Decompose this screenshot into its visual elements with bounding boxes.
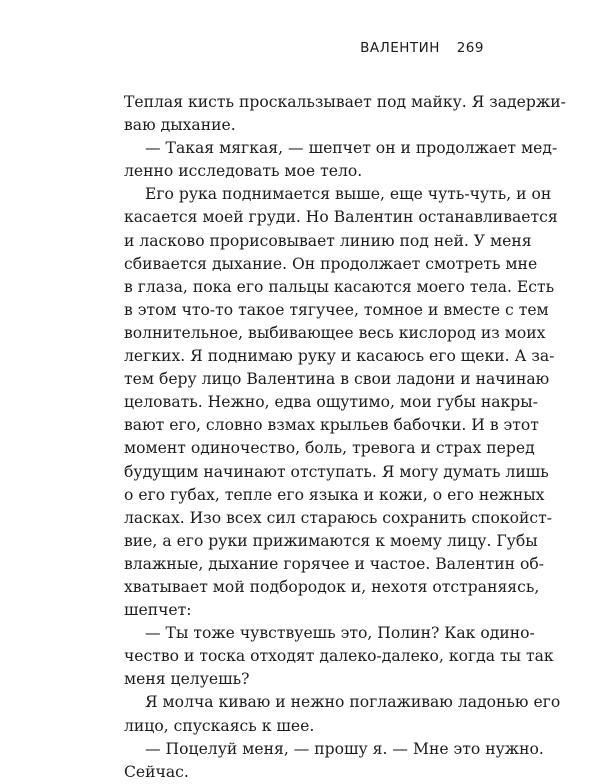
text-line: ваю дыхание. [124, 116, 236, 135]
text-line: целовать. Нежно, едва ощутимо, мои губы накры- [124, 393, 538, 412]
text-line: меня целуешь? [124, 670, 250, 689]
text-line: тем беру лицо Валентина в свои ладони и начинаю [124, 370, 550, 389]
text-line: в этом что-то такое тягучее, томное и вместе с тем [124, 300, 549, 319]
text-line: вие, а его руки прижимаются к моему лицу. Губы [124, 531, 538, 550]
text-line: чество и тоска отходят далеко-далеко, когда ты так [124, 647, 554, 666]
text-line: ленно исследовать мое тело. [124, 162, 363, 181]
text-line: лицо, спускаясь к шее. [124, 716, 315, 735]
text-line: и ласково прорисовывает линию под ней. У меня [124, 231, 532, 250]
text-line: Сейчас. [124, 762, 189, 781]
body-text [124, 91, 566, 784]
text-line: Я молча киваю и нежно поглаживаю ладонью его [145, 693, 561, 712]
text-line: Теплая кисть проскальзывает под майку. Я задержи- [124, 93, 566, 111]
text-line: Его рука поднимается выше, еще чуть-чуть, и он [145, 185, 552, 204]
text-line: легких. Я поднимаю руку и касаюсь его щеки. А за- [124, 347, 555, 366]
text-line: в глаза, пока его пальцы касаются моего тела. Есть [124, 277, 555, 296]
text-line: влажные, дыхание горячее и частое. Валентин об- [124, 554, 544, 573]
text-line: сбивается дыхание. Он продолжает смотреть мне [124, 254, 538, 273]
text-line: будущим начинают отступать. Я могу думать лишь [124, 462, 549, 481]
text-line: — Поцелуй меня, — прошу я. — Мне это нужно. [145, 739, 544, 758]
text-line: шепчет: [124, 601, 192, 620]
text-line: касается моей груди. Но Валентин останавливается [124, 208, 558, 227]
text-line: о его губах, тепле его языка и кожи, о его нежных [124, 485, 545, 504]
running-head [360, 40, 484, 56]
text-line: момент одиночество, боль, тревога и страх перед [124, 439, 535, 458]
text-line: — Такая мягкая, — шепчет он и продолжает мед- [145, 139, 558, 158]
text-line: ласках. Изо всех сил стараюсь сохранить спокойст- [124, 508, 553, 527]
text-line: — Ты тоже чувствуешь это, Полин? Как одино- [145, 624, 535, 643]
text-line: хватывает мой подбородок и, нехотя отстраняясь, [124, 577, 540, 596]
text-line: вают его, словно взмах крыльев бабочки. И в этот [124, 416, 539, 435]
chapter-title: ВАЛЕНТИН [360, 40, 440, 56]
text-line: волнительное, выбивающее весь кислород из моих [124, 323, 546, 342]
page-number: 269 [456, 40, 484, 56]
